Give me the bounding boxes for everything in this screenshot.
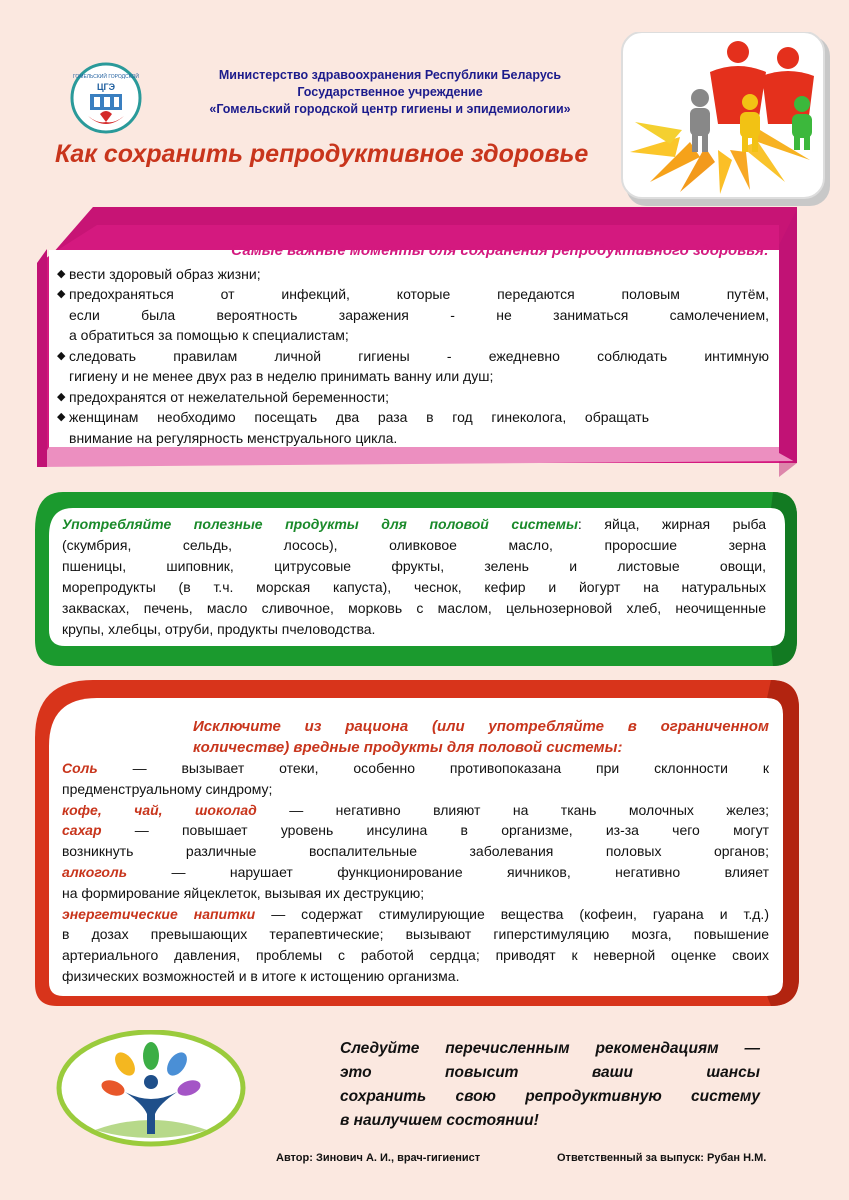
healthy-products-lead: Употребляйте полезные продукты для половой системы [62, 516, 578, 532]
org-ministry: Министерство здравоохранения Республики Беларусь [218, 68, 562, 82]
healthy-products-line: заквасках, печень, масло сливочное, морковь с маслом, цельнозерновой хлеб, неочищенные [62, 600, 766, 616]
list-item: ◆ вести здоровый образ жизни; [57, 264, 769, 285]
box-important-points-heading: Самые важные моменты для сохранения репродуктивного здоровья: [231, 242, 769, 259]
energy-drinks-term: энергетические напитки [62, 905, 256, 922]
diamond-bullet-icon: ◆ [57, 288, 66, 300]
logo-text-top: ГОМЕЛЬСКИЙ ГОРОДСКОЙ [72, 74, 140, 80]
author-credit: Автор: Зинович А. И., врач-гигиенист [276, 1152, 481, 1164]
box-important-points [57, 241, 769, 448]
healthy-products-line: (скумбрия, сельдь, лосось), оливковое масло, проросшие зерна [62, 537, 766, 553]
list-item: ◆ предохраняться от инфекций, которые передаются половым путём, если была вероятность заражения - не заниматься самолечением, а обратиться за помощью к специалистам; [57, 286, 769, 343]
family-illustration [620, 32, 832, 208]
healthy-products-line: Употребляйте полезные продукты для половой системы: яйца, жирная рыба [62, 516, 766, 532]
cge-logo [68, 62, 144, 138]
salt-term: Соль [62, 760, 98, 776]
healthy-products-line: морепродукты (в т.ч. морская капуста), чеснок, кефир и йогурт на натуральных [62, 579, 766, 595]
box-healthy-products [62, 514, 766, 640]
healthy-products-line: крупы, хлебцы, отруби, продукты пчеловодства. [62, 621, 376, 637]
coffee-item: кофе, чай, шоколад — негативно влияют на ткань молочных желез; [62, 801, 769, 818]
page-title: Как сохранить репродуктивное здоровье [55, 140, 589, 168]
org-institution: Государственное учреждение [297, 85, 483, 99]
diamond-bullet-icon: ◆ [57, 267, 66, 280]
tree-of-life-icon [55, 1030, 247, 1152]
salt-item: Соль — вызывает отеки, особенно противопоказана при склонности к [62, 760, 769, 776]
diamond-bullet-icon: ◆ [57, 390, 66, 403]
box-harmful-products: Исключите из рациона (или употребляйте в ограниченном количестве) вредные продукты для половой системы: Соль — вызывает отеки, особенно противопоказана при склонности к предменструальному синдрому; кофе, чай, шоколад — негативно влияют на ткань молочных желез; сахар — повышает уровень инсулина в организме, из-за чего могут возникнуть различные воспалительные заболевания половых органов; алкоголь — нарушает функционирование яичников, негативно влияет на формирование яйцеклеток, вызывая их деструкцию; энергетические напитки — содержат стимулирующие вещества (кофеин, гуарана и т.д.) в дозах превышающих терапевтические; вызывают гиперстимуляцию мозга, повышение артериального давления, проблемы с работой сердца; приводят к неверной оценке своих физических возможностей и в итоге к истощению организма. [62, 718, 769, 984]
list-item: ◆ женщинам необходимо посещать два раза в год гинеколога, обращать внимание на регулярность менструального цикла. [57, 409, 649, 446]
diamond-bullet-icon: ◆ [57, 411, 66, 423]
energy-drinks-item: энергетические напитки — содержат стимулирующие вещества (кофеин, гуарана и т.д.) [62, 905, 769, 922]
alcohol-item: алкоголь — нарушает функционирование яичников, негативно влияет [62, 863, 769, 880]
logo-text-mid: ЦГЭ [96, 82, 116, 92]
harmful-products-heading: Исключите из рациона (или употребляйте в ограниченном количестве) вредные продукты для половой системы: [193, 718, 769, 756]
list-item: ◆ следовать правилам личной гигиены - ежедневно соблюдать интимную гигиену и не менее двух раз в неделю принимать ванну или душ; [57, 347, 769, 384]
alcohol-term: алкоголь [62, 863, 128, 880]
organization-block [150, 67, 630, 118]
sugar-term: сахар [62, 822, 102, 839]
list-item: ◆ предохранятся от нежелательной беременности; [57, 387, 769, 408]
sugar-item: сахар — повышает уровень инсулина в организме, из-за чего могут [62, 822, 769, 839]
healthy-products-line: пшеницы, шиповник, цитрусовые фрукты, зелень и листовые овощи, [62, 558, 766, 574]
closing-message: Следуйте перечисленным рекомендациям — это повысит ваши шансы сохранить свою репродуктивную систему в наилучшем состоянии! [340, 1040, 760, 1129]
coffee-term: кофе, чай, шоколад [62, 801, 257, 818]
diamond-bullet-icon: ◆ [57, 349, 66, 362]
responsible-credit: Ответственный за выпуск: Рубан Н.М. [557, 1152, 767, 1164]
org-center: «Гомельский городской центр гигиены и эпидемиологии» [209, 102, 571, 116]
